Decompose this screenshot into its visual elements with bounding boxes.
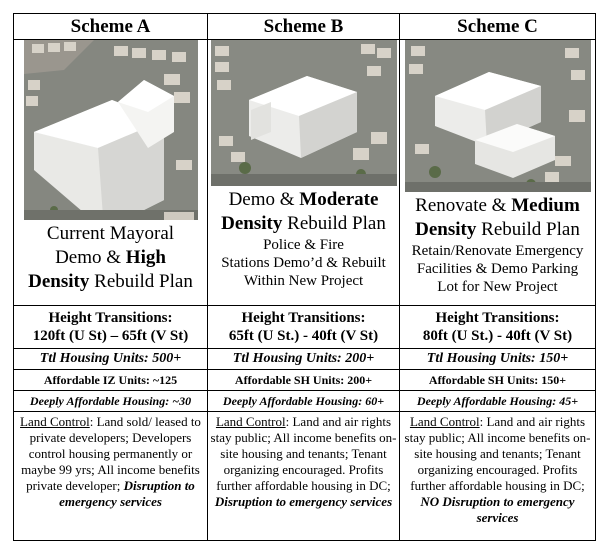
schemes-comparison [13,13,596,541]
land-control-row [14,412,596,541]
scheme-b-title: Demo & Moderate Density Rebuild Plan [221,189,386,234]
scheme-b-header: Scheme B [208,14,400,40]
image-row [14,40,596,306]
scheme-b-deep: Deeply Affordable Housing: 60+ [208,391,400,412]
scheme-c-header: Scheme C [400,14,596,40]
schemes-table [13,13,596,541]
scheme-a-title: Current Mayoral Demo & High Density Rebuild Plan [28,223,193,292]
height-row [14,306,596,349]
deeply-affordable-row [14,391,596,412]
scheme-a-units: Ttl Housing Units: 500+ [14,349,208,370]
scheme-b-affordable: Affordable SH Units: 200+ [208,370,400,391]
header-row [14,14,596,40]
scheme-a-land-control: Land Control: Land sold/ leased to private developers; Developers control housing permanently or maybe 99 yrs; All income benefits private developer; Disruption to emergency services [14,412,208,541]
scheme-b-height: Height Transitions: 65ft (U St.) - 40ft (V St) [208,306,400,349]
scheme-a-height: Height Transitions: 120ft (U St) – 65ft (V St) [14,306,208,349]
affordable-units-row [14,370,596,391]
scheme-a-massing-image [24,40,198,220]
scheme-c-deep: Deeply Affordable Housing: 45+ [400,391,596,412]
scheme-c-massing-image [405,40,591,192]
scheme-b-cell [208,40,400,306]
scheme-c-units: Ttl Housing Units: 150+ [400,349,596,370]
scheme-b-land-control: Land Control: Land and air rights stay public; All income benefits on-site housing and tenants; Tenant organizing encouraged. Profits further affordable housing in DC; Disruption to emergency services [208,412,400,541]
scheme-c-cell [400,40,596,306]
scheme-b-massing-image [211,40,397,186]
scheme-a-header: Scheme A [14,14,208,40]
scheme-c-description: Retain/Renovate Emergency Facilities & Demo Parking Lot for New Project [411,243,584,295]
scheme-c-height: Height Transitions: 80ft (U St.) - 40ft (V St) [400,306,596,349]
scheme-b-units: Ttl Housing Units: 200+ [208,349,400,370]
housing-units-row [14,349,596,370]
scheme-c-land-control: Land Control: Land and air rights stay public; All income benefits on-site housing and tenants; Tenant organizing encouraged. Profits further affordable housing in DC; NO Disruption to emergency services [400,412,596,541]
scheme-b-description: Police & Fire Stations Demo’d & Rebuilt Within New Project [221,237,386,289]
scheme-a-affordable: Affordable IZ Units: ~125 [14,370,208,391]
scheme-c-title: Renovate & Medium Density Rebuild Plan [415,195,580,240]
scheme-a-deep: Deeply Affordable Housing: ~30 [14,391,208,412]
scheme-a-cell [14,40,208,306]
scheme-c-affordable: Affordable SH Units: 150+ [400,370,596,391]
